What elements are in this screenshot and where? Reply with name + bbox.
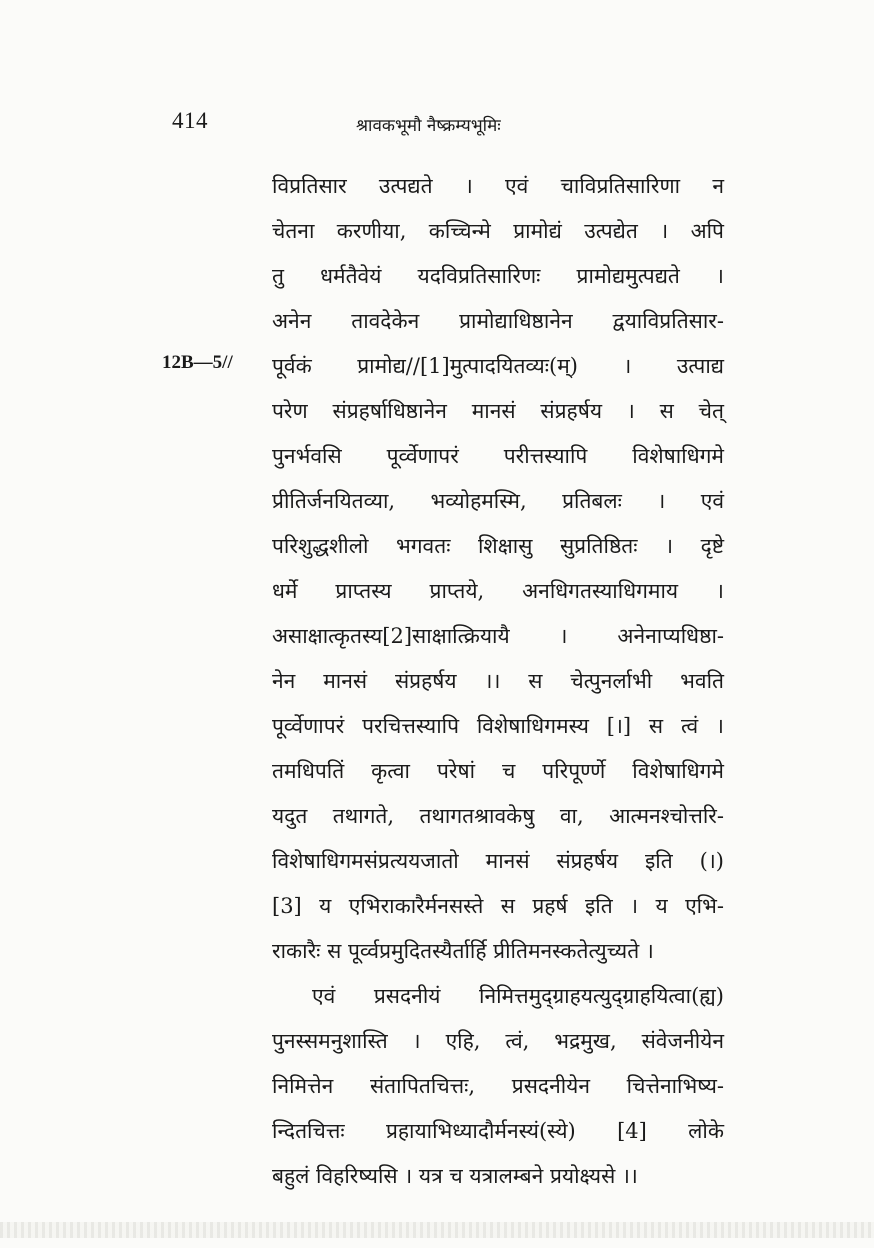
- page-edge-texture: [0, 1222, 874, 1238]
- text-line: पुनस्समनुशास्ति । एहि, त्वं, भद्रमुख, संवेजनीयेन: [272, 1029, 724, 1053]
- text-line: धर्मे प्राप्तस्य प्राप्तये, अनधिगतस्याधिगमाय ।: [272, 579, 724, 603]
- text-line: राकारैः स पूर्व्वप्रमुदितस्यैर्तार्हि प्रीतिमनस्कतेत्युच्यते ।: [272, 939, 654, 963]
- text-line: परिशुद्धशीलो भगवतः शिक्षासु सुप्रतिष्ठितः । दृष्टे: [272, 534, 724, 558]
- text-line: पुनर्भवसि पूर्व्वेणापरं परीत्तस्यापि विशेषाधिगमे: [272, 444, 724, 468]
- running-title: श्रावकभूमौ नैष्क्रम्यभूमिः: [356, 116, 501, 136]
- text-line: विशेषाधिगमसंप्रत्ययजातो मानसं संप्रहर्षय इति (।): [272, 849, 724, 873]
- text-line: एवं प्रसदनीयं निमित्तमुद्ग्राहयत्युद्ग्राहयित्वा(ह्य): [312, 984, 724, 1008]
- text-line: विप्रतिसार उत्पद्यते । एवं चाविप्रतिसारिणा न: [272, 174, 724, 198]
- text-line: प्रीतिर्जनयितव्या, भव्योहमस्मि, प्रतिबलः । एवं: [272, 489, 724, 513]
- text-line: पूर्वकं प्रामोद्य//[1]मुत्पादयितव्यः(म्) । उत्पाद्य: [272, 354, 724, 378]
- margin-reference: 12B—5//: [162, 352, 233, 373]
- text-line: नेन मानसं संप्रहर्षय ।। स चेत्पुनर्लाभी भवति: [272, 669, 724, 693]
- page-number: 414: [172, 108, 208, 133]
- text-line: अनेन तावदेकेन प्रामोद्याधिष्ठानेन द्वयाविप्रतिसार-: [272, 309, 724, 333]
- text-line: न्दितचित्तः प्रहायाभिध्यादौर्मनस्यं(स्ये) [4] लोके: [272, 1119, 724, 1143]
- text-line: पूर्व्वेणापरं परचित्तस्यापि विशेषाधिगमस्य [।] स त्वं ।: [272, 714, 724, 738]
- text-line: तमधिपतिं कृत्वा परेषां च परिपूर्ण्णे विशेषाधिगमे: [272, 759, 724, 783]
- text-line: परेण संप्रहर्षाधिष्ठानेन मानसं संप्रहर्षय । स चेत्: [272, 399, 724, 423]
- text-line: चेतना करणीया, कच्चिन्मे प्रामोद्यं उत्पद्येत । अपि: [272, 219, 724, 243]
- text-line: यदुत तथागते, तथागतश्रावकेषु वा, आत्मनश्चोत्तरि-: [272, 804, 724, 828]
- text-line: [3] य एभिराकारैर्मनसस्ते स प्रहर्ष इति । य एभि-: [272, 894, 724, 918]
- text-line: निमित्तेन संतापितचित्तः, प्रसदनीयेन चित्तेनाभिष्य-: [272, 1074, 724, 1098]
- text-line: असाक्षात्कृतस्य[2]साक्षात्क्रियायै । अनेनाप्यधिष्ठा-: [272, 624, 724, 648]
- text-line: बहुलं विहरिष्यसि । यत्र च यत्रालम्बने प्रयोक्ष्यसे ।।: [272, 1164, 638, 1188]
- text-line: तु धर्मतैवेयं यदविप्रतिसारिणः प्रामोद्यमुत्पद्यते ।: [272, 264, 724, 288]
